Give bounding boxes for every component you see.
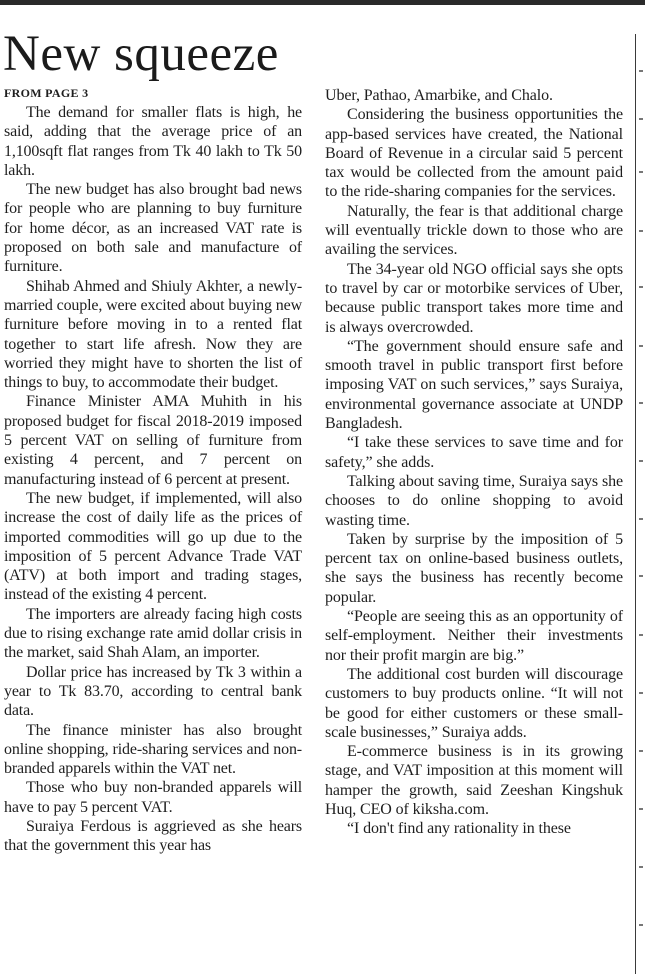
paragraph: The new budget, if implemented, will also increase the cost of daily life as the prices of imported commodities will go up due to the imposition of 5 percent Advance Trade VAT (ATV) at both import and trading stages, instead of the existing 4 percent. [4,489,302,604]
paragraph: “I don't find any rationality in these [347,820,571,838]
paragraph: The importers are already facing high costs due to rising exchange rate amid dollar crisis in the market, said Shah Alam, an importer. [4,605,302,662]
paragraph: Suraiya Ferdous is aggrieved as she hears that the government this year has [4,817,302,855]
paragraph: The additional cost burden will discourage customers to buy products online. “It will not be good for either customers or these small-scale businesses,” Suraiya adds. [325,665,623,741]
paragraph: The demand for smaller flats is high, he said, adding that the average price of an 1,100sqft flat ranges from Tk 40 lakh to Tk 50 lakh. [4,104,302,179]
headline: New squeeze [3,26,279,82]
paragraph: The new budget has also brought bad news for people who are planning to buy furniture for home décor, as an increased VAT rate is proposed on both sale and manufacture of furniture. [4,181,302,276]
paragraph: Dollar price has increased by Tk 3 within a year to Tk 83.70, according to central bank data. [4,663,302,720]
paragraph: E-commerce business is in its growing stage, and VAT imposition at this moment will hamper the growth, said Zeeshan Kingshuk Huq, CEO of kiksha.com. [325,743,623,818]
paragraph: “I take these services to save time and for safety,” she adds. [325,434,623,471]
paragraph: “The government should ensure safe and smooth travel in public transport first before imposing VAT on such services,” says Suraiya, environmental governance associate at UNDP Bangladesh. [325,337,623,433]
paragraph: Finance Minister AMA Muhith in his proposed budget for fiscal 2018-2019 imposed 5 percent VAT on selling of furniture from existing 4 percent, and 7 percent on manufacturing instead of 6 percent at present. [4,393,302,488]
paragraph-continuation: Uber, Pathao, Amarbike, and Chalo. [325,87,553,104]
paragraph: Naturally, the fear is that additional charge will eventually trickle down to those who are availing the services. [325,202,623,259]
adjacent-column-edge [639,40,645,974]
paragraph: The 34-year old NGO official says she opts to travel by car or motorbike services of Uber, because public transport takes more time and is always overcrowded. [325,260,623,336]
paragraph: Talking about saving time, Suraiya says she chooses to do online shopping to avoid wasting time. [325,472,623,529]
right-column [325,86,623,839]
paragraph: Taken by surprise by the imposition of 5 percent tax on online-based business outlets, she says the business has recently become popular. [325,530,623,606]
paragraph: Shihab Ahmed and Shiuly Akhter, a newly-married couple, were excited about buying new furniture before moving in to a rented flat together to start life afresh. Now they are worried they might have to shorten the list of things to buy, to accommodate their budget. [4,277,302,392]
dateline: FROM PAGE 3 [4,86,89,100]
column-divider-rule [635,34,636,974]
left-column [4,103,302,856]
top-border-rule [0,0,645,5]
paragraph: Those who buy non-branded apparels will have to pay 5 percent VAT. [4,779,302,816]
paragraph: The finance minister has also brought online shopping, ride-sharing services and non-branded apparels within the VAT net. [4,721,302,778]
paragraph: “People are seeing this as an opportunity of self-employment. Neither their investments nor their profit margin are big.” [325,608,623,664]
paragraph: Considering the business opportunities the app-based services have created, the National Board of Revenue in a circular said 5 percent tax would be collected from the amount paid to the ride-sharing companies for the services. [325,106,623,201]
